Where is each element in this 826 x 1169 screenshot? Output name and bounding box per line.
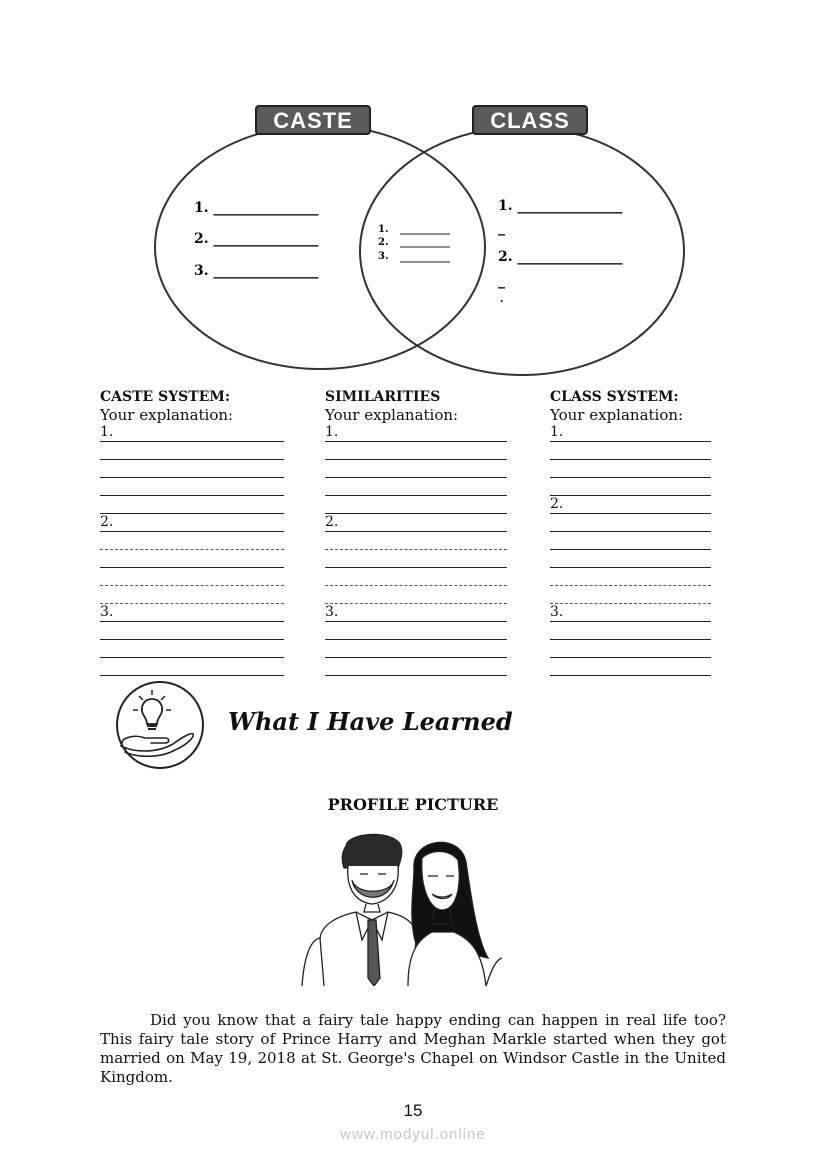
answer-line[interactable]: [550, 640, 711, 658]
column-subheading: Your explanation:: [550, 406, 684, 424]
column-subheading: Your explanation:: [325, 406, 459, 424]
answer-line[interactable]: [550, 460, 711, 478]
section-title: What I Have Learned: [228, 707, 513, 736]
answer-line[interactable]: [100, 442, 284, 460]
woman-figure: [408, 842, 502, 986]
overlap-item-2: 2.: [378, 237, 389, 248]
similarities-column: [325, 388, 507, 676]
answer-line[interactable]: [550, 550, 711, 568]
column-subheading: Your explanation:: [100, 406, 234, 424]
answer-line[interactable]: [325, 568, 507, 586]
answer-line[interactable]: [550, 658, 711, 676]
answer-line[interactable]: [325, 658, 507, 676]
answer-line[interactable]: 2.: [100, 514, 284, 532]
caste-system-column: [100, 388, 284, 676]
answer-line[interactable]: 2.: [550, 496, 711, 514]
answer-line[interactable]: 3.: [325, 604, 507, 622]
answer-line[interactable]: 3.: [550, 604, 711, 622]
overlap-item-1: 1.: [378, 224, 389, 235]
answer-line[interactable]: [325, 532, 507, 550]
class-item-dot: .: [500, 294, 504, 305]
answer-line[interactable]: [325, 640, 507, 658]
venn-diagram: [0, 0, 826, 385]
answer-line[interactable]: [100, 658, 284, 676]
answer-line[interactable]: [100, 532, 284, 550]
answer-line[interactable]: [100, 460, 284, 478]
class-item-1: 1. _______________: [498, 198, 623, 214]
couple-illustration: [296, 828, 518, 986]
class-item-2: 2. _______________: [498, 249, 623, 265]
answer-line[interactable]: [325, 550, 507, 568]
watermark: www.modyul.online: [340, 1126, 486, 1143]
answer-line[interactable]: [100, 496, 284, 514]
answer-line[interactable]: [325, 442, 507, 460]
story-paragraph: Did you know that a fairy tale happy ending can happen in real life too? This fairy tale story of Prince Harry and Meghan Markle started when they got married on May 19, 2018 at St. George's Chapel on Windsor Castle in the United Kingdom.: [100, 1011, 726, 1086]
answer-line[interactable]: [550, 532, 711, 550]
answer-line[interactable]: [550, 586, 711, 604]
lightbulb-hand-icon: [115, 680, 205, 770]
class-system-column: [550, 388, 711, 676]
answer-line[interactable]: [100, 640, 284, 658]
column-heading: SIMILARITIES: [325, 389, 441, 405]
answer-line[interactable]: [100, 568, 284, 586]
overlap-item-3: 3.: [378, 251, 389, 262]
caste-label: CASTE: [273, 108, 353, 133]
answer-line[interactable]: 1.: [100, 424, 284, 442]
answer-line[interactable]: [100, 550, 284, 568]
class-label-tab: [473, 106, 587, 134]
answer-line[interactable]: [100, 586, 284, 604]
answer-line[interactable]: [325, 478, 507, 496]
man-figure: [302, 834, 416, 986]
profile-picture-heading: PROFILE PICTURE: [327, 795, 499, 814]
caste-item-2: 2. _______________: [194, 231, 319, 247]
answer-line[interactable]: [550, 478, 711, 496]
class-item-1-continuation: _: [498, 220, 505, 236]
answer-line[interactable]: 1.: [325, 424, 507, 442]
column-heading: CASTE SYSTEM:: [100, 389, 231, 405]
caste-label-tab: [256, 106, 370, 134]
answer-line[interactable]: [325, 496, 507, 514]
answer-line[interactable]: [325, 622, 507, 640]
answer-line[interactable]: 2.: [325, 514, 507, 532]
answer-line[interactable]: [100, 478, 284, 496]
class-item-2-continuation: _: [498, 273, 505, 289]
answer-line[interactable]: [550, 514, 711, 532]
answer-line[interactable]: 3.: [100, 604, 284, 622]
answer-line[interactable]: [550, 622, 711, 640]
answer-line[interactable]: [325, 460, 507, 478]
answer-line[interactable]: [100, 622, 284, 640]
page-number: 15: [403, 1101, 423, 1120]
class-label: CLASS: [490, 108, 570, 133]
answer-line[interactable]: 1.: [550, 424, 711, 442]
answer-line[interactable]: [550, 568, 711, 586]
caste-item-1: 1. _______________: [194, 200, 319, 216]
column-heading: CLASS SYSTEM:: [550, 389, 679, 405]
answer-line[interactable]: [550, 442, 711, 460]
answer-line[interactable]: [325, 586, 507, 604]
caste-item-3: 3. _______________: [194, 263, 319, 279]
